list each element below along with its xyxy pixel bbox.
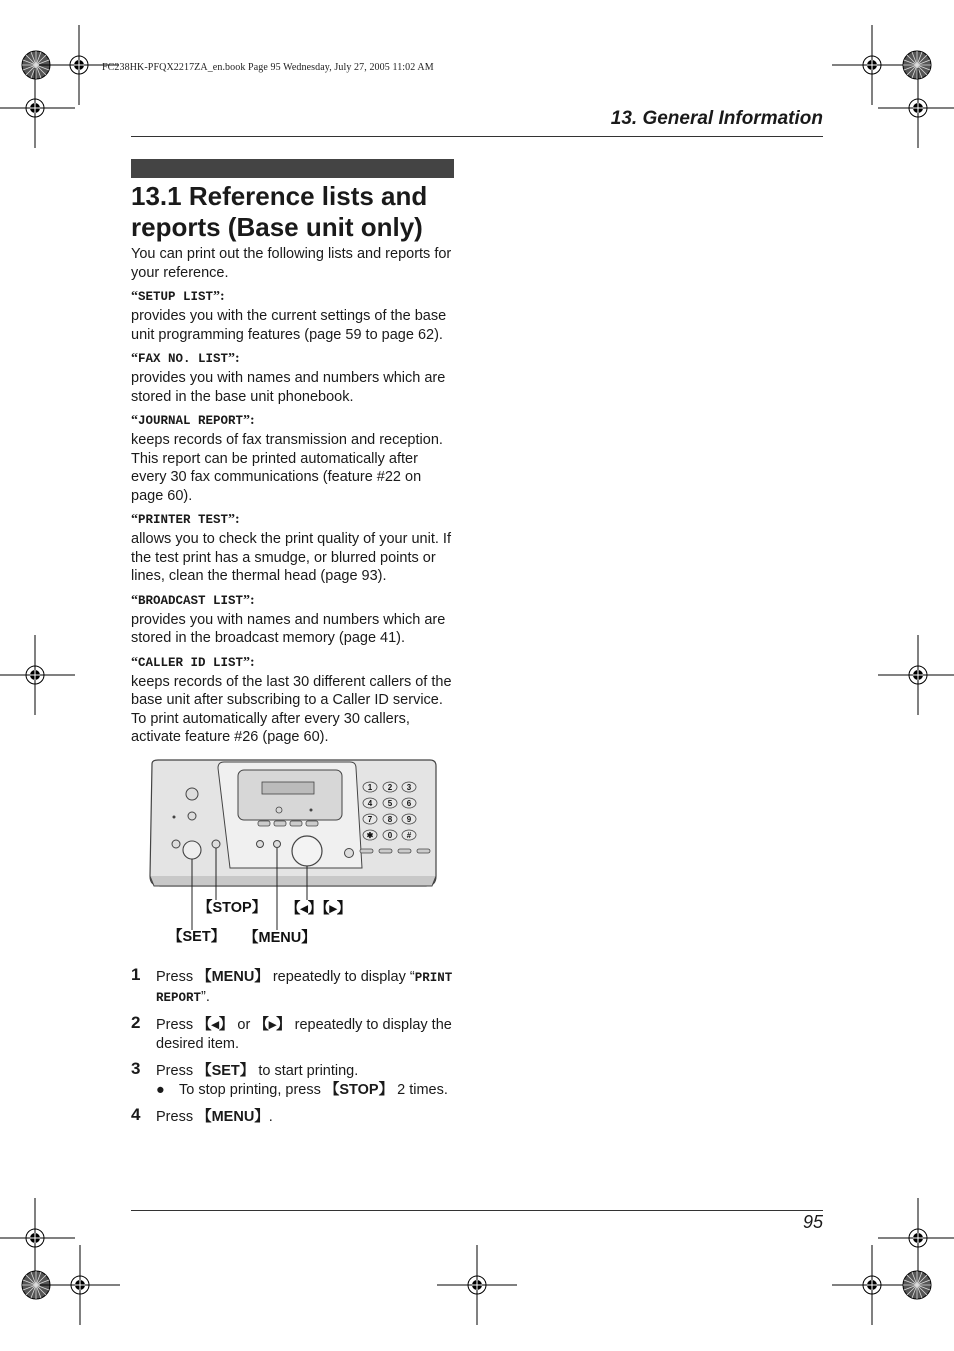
key-2: 2 [387,783,393,792]
item-name: BROADCAST LIST [138,593,244,608]
item-desc: provides you with the current settings of the base unit programming features (page 59 to page 62). [131,308,447,343]
key-star: ✱ [366,831,374,840]
item-name: CALLER ID LIST [138,655,244,670]
page-number: 95 [802,1212,823,1232]
item-desc: keeps records of fax transmission and reception. This report can be printed automatically after every 30 fax communications (feature #22 on page 60). [131,432,443,504]
footer-rule [131,1210,823,1211]
item-name: FAX NO. LIST [138,352,229,366]
item-name: JOURNAL REPORT [138,414,244,428]
bullet-icon: ● [156,1081,165,1098]
item-name: PRINTER TEST [138,513,229,527]
left-arrow-key: 【◂】 [197,1017,234,1033]
item-desc: provides you with names and numbers which are stored in the broadcast memory (page 41). [131,611,446,646]
list-item: “CALLER ID LIST”: keeps records of the last 30 different callers of the base unit after subscribing to a Caller ID service. To print automatically after every 30 callers, activate feature #26 (page 60). [131,654,457,747]
key-8: 8 [387,815,393,824]
key-9: 9 [406,815,412,824]
menu-key: 【MENU】 [197,969,269,985]
step-number: 1 [131,965,141,984]
list-item: “PRINTER TEST”: allows you to check the print quality of your unit. If the test print has a smudge, or blurred points or lines, clean the thermal head (page 93). [131,511,457,586]
procedure-steps [131,965,457,1136]
step-note: ● To stop printing, press 【STOP】 2 times. [156,1081,448,1098]
item-desc: keeps records of the last 30 different callers of the base unit after subscribing to a Caller ID service. To print automatically after every 30 callers, activate feature #26 (page 60). [131,673,452,745]
section-bar [131,159,454,178]
step-2: 2 Press 【◂】 or 【▸】 repeatedly to display the desired item. [131,1013,452,1052]
list-item: “FAX NO. LIST”: provides you with names and numbers which are stored in the base unit phonebook. [131,350,457,406]
list-item: “BROADCAST LIST”: provides you with names and numbers which are stored in the broadcast memory (page 41). [131,592,457,648]
key-3: 3 [406,783,412,792]
intro-text: You can print out the following lists and reports for your reference. [131,246,452,281]
list-item: “JOURNAL REPORT”: keeps records of fax transmission and reception. This report can be printed automatically after every 30 fax communications (feature #22 on page 60). [131,412,457,505]
menu-key: 【MENU】 [197,1109,269,1125]
list-item: “SETUP LIST”: provides you with the current settings of the base unit programming features (page 59 to page 62). [131,288,457,344]
key-0: 0 [387,831,393,840]
key-1: 1 [367,783,373,792]
set-label: 【SET】 [168,929,226,945]
step-number: 3 [131,1059,141,1078]
key-7: 7 [367,815,373,824]
set-key: 【SET】 [197,1063,255,1079]
menu-label: 【MENU】 [244,930,316,946]
stop-key: 【STOP】 [324,1081,394,1098]
step-number: 4 [131,1105,141,1124]
header-rule [131,136,823,137]
key-hash: # [406,831,412,840]
stop-label: 【STOP】 [198,900,267,916]
chapter-title: 13. General Information [610,108,823,129]
key-4: 4 [367,799,373,808]
reference-list-content [131,245,457,747]
step-1: 1 Press 【MENU】 repeatedly to display “PRINT REPORT”. [131,965,453,1005]
item-desc: provides you with names and numbers which are stored in the base unit phonebook. [131,370,446,405]
right-arrow-key: 【▸】 [254,1017,291,1033]
arrow-keys-label: 【◂】【▸】 [286,901,352,917]
item-desc: allows you to check the print quality of your unit. If the test print has a smudge, or blurred points or lines, clean the thermal head (page 93). [131,531,451,584]
item-name: SETUP LIST [138,290,214,304]
base-unit-illustration [148,758,440,948]
step-number: 2 [131,1013,141,1032]
section-title: 13.1 Reference lists and reports (Base unit only) [131,181,428,242]
key-6: 6 [406,799,412,808]
display-text: PRINT REPORT [156,971,453,1005]
key-5: 5 [387,799,393,808]
step-3: 3 Press 【SET】 to start printing. ● To stop printing, press 【STOP】 2 times. [131,1062,457,1099]
step-4: 4 Press 【MENU】. [131,1105,273,1125]
print-line: FC238HK-PFQX2217ZA_en.book Page 95 Wednesday, July 27, 2005 11:02 AM [102,62,434,73]
